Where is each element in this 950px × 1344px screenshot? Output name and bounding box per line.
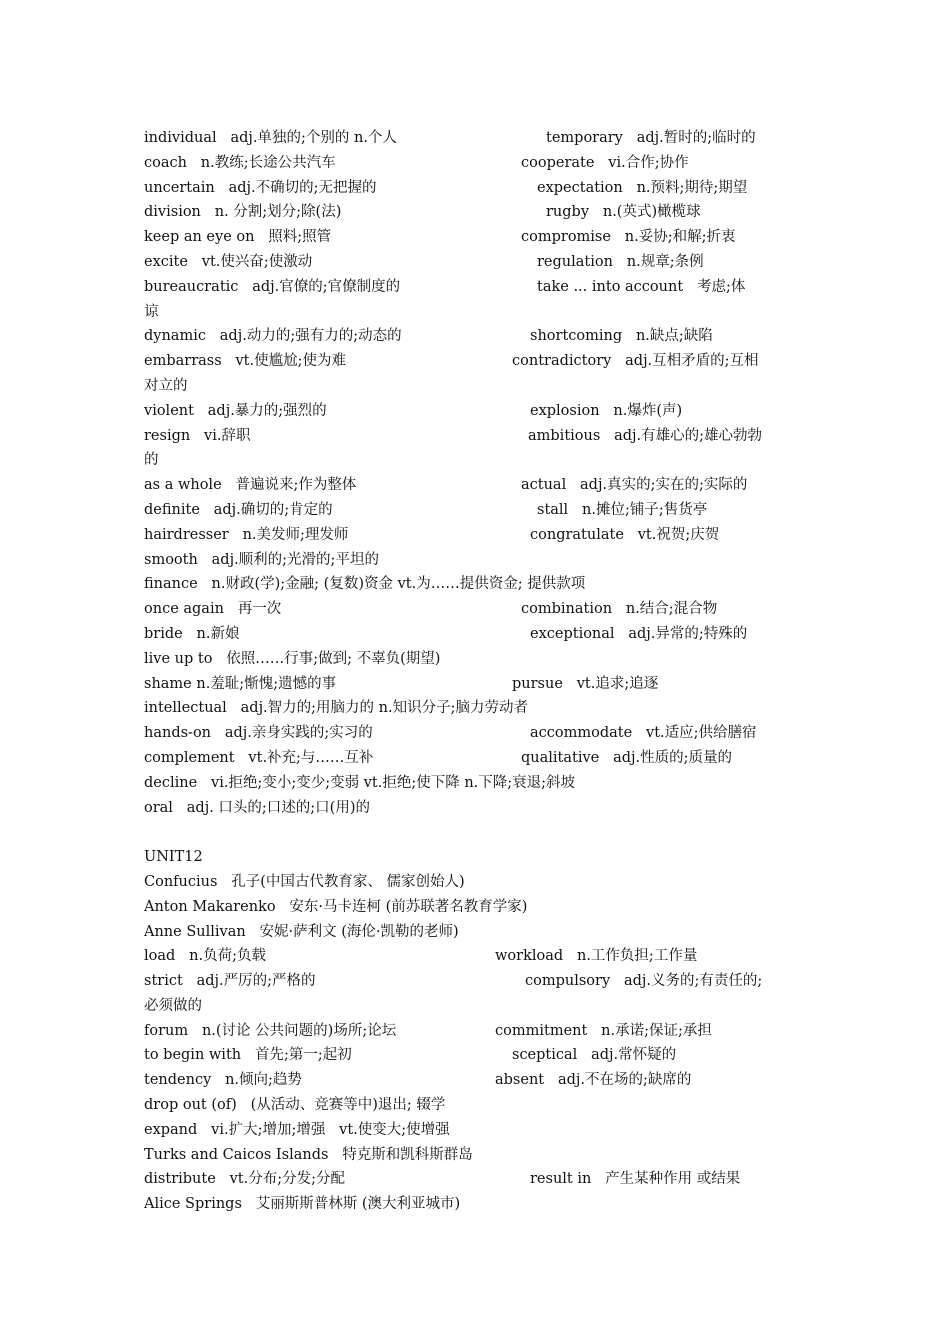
vocab-line: [144, 820, 824, 845]
vocab-line: [144, 126, 824, 151]
vocab-line: [144, 424, 824, 449]
vocab-entry-left: definite adj.确切的;肯定的: [144, 501, 333, 518]
vocab-entry-right: take ... into account 考虑;体: [537, 278, 746, 295]
vocab-line: [144, 374, 824, 399]
vocab-entry-left: oral adj. 口头的;口述的;口(用)的: [144, 799, 370, 816]
vocab-line: [144, 895, 824, 920]
vocab-entry-left: strict adj.严厉的;严格的: [144, 973, 316, 990]
vocab-entry-right: cooperate vi.合作;协作: [521, 154, 689, 171]
vocab-line: [144, 622, 824, 647]
vocab-entry-left: individual adj.单独的;个别的 n.个人: [144, 130, 397, 146]
vocab-line: [144, 771, 824, 796]
vocab-entry-left: keep an eye on 照料;照管: [144, 229, 332, 246]
vocab-entry-left: drop out (of) (从活动、竞赛等中)退出; 辍学: [144, 1097, 446, 1114]
vocab-entry-left: intellectual adj.智力的;用脑力的 n.知识分子;脑力劳动者: [144, 700, 528, 717]
vocab-line: [144, 250, 824, 275]
vocab-line: [144, 300, 824, 325]
vocab-line: [144, 672, 824, 697]
vocab-entry-right: accommodate vt.适应;供给膳宿: [530, 725, 757, 742]
vocab-entry-right: workload n.工作负担;工作量: [495, 948, 698, 965]
vocab-line: [144, 473, 824, 498]
vocab-line: [144, 696, 824, 721]
vocab-line: [144, 448, 824, 473]
vocab-entry-right: stall n.摊位;铺子;售货亭: [537, 501, 708, 518]
vocab-entry-left: to begin with 首先;第一;起初: [144, 1047, 352, 1064]
vocab-line: [144, 944, 824, 969]
vocab-entry-right: commitment n.承诺;保证;承担: [495, 1022, 712, 1039]
vocab-entry-left: bureaucratic adj.官僚的;官僚制度的: [144, 278, 401, 295]
vocab-entry-right: compulsory adj.义务的;有责任的;: [525, 973, 763, 990]
vocab-line: [144, 721, 824, 746]
vocab-entry-left: coach n.教练;长途公共汽车: [144, 154, 336, 171]
vocab-line: [144, 275, 824, 300]
vocab-entry-left: complement vt.补充;与……互补: [144, 749, 374, 766]
vocab-entry-right: contradictory adj.互相矛盾的;互相: [512, 353, 759, 370]
vocab-line: [144, 399, 824, 424]
vocab-entry-left: load n.负荷;负载: [144, 948, 266, 965]
vocab-entry-left: 必须做的: [144, 997, 202, 1014]
vocab-line: [144, 225, 824, 250]
vocab-line: [144, 151, 824, 176]
vocab-entry-right: absent adj.不在场的;缺席的: [495, 1072, 692, 1089]
vocab-entry-right: combination n.结合;混合物: [521, 601, 718, 618]
vocab-entry-left: dynamic adj.动力的;强有力的;动态的: [144, 328, 402, 345]
vocab-line: [144, 572, 824, 597]
vocab-entry-right: sceptical adj.常怀疑的: [512, 1047, 677, 1064]
vocab-line: [144, 1043, 824, 1068]
vocab-entry-left: 的: [144, 452, 159, 469]
vocab-entry-left: 对立的: [144, 377, 188, 394]
vocab-entry-right: rugby n.(英式)橄榄球: [546, 204, 701, 221]
vocab-entry-left: violent adj.暴力的;强烈的: [144, 402, 327, 419]
vocab-line: [144, 647, 824, 672]
unit-heading-line: [144, 845, 824, 870]
vocab-entry-left: 谅: [144, 303, 159, 320]
vocab-line: [144, 548, 824, 573]
vocab-entry-left: finance n.财政(学);金融; (复数)资金 vt.为……提供资金; 提供款项: [144, 576, 586, 593]
vocab-entry-right: compromise n.妥协;和解;折衷: [521, 229, 736, 246]
vocab-entry-left: division n. 分割;划分;除(法): [144, 204, 342, 221]
vocab-line: [144, 523, 824, 548]
vocab-line: [144, 597, 824, 622]
vocab-line: [144, 1143, 824, 1168]
vocab-entry-left: smooth adj.顺利的;光滑的;平坦的: [144, 551, 379, 568]
vocab-line: [144, 994, 824, 1019]
vocab-entry-right: expectation n.预料;期待;期望: [537, 179, 748, 196]
vocab-entry-right: congratulate vt.祝贺;庆贺: [530, 526, 720, 543]
vocab-entry-left: distribute vt.分布;分发;分配: [144, 1171, 346, 1188]
vocab-entry-left: Confucius 孔子(中国古代教育家、 儒家创始人): [144, 873, 465, 890]
vocab-line: [144, 1192, 824, 1217]
vocab-entry-left: bride n.新娘: [144, 625, 240, 642]
vocab-line: [144, 176, 824, 201]
vocab-entry-left: forum n.(讨论 公共问题的)场所;论坛: [144, 1022, 397, 1039]
vocab-entry-right: result in 产生某种作用 或结果: [530, 1171, 741, 1188]
vocab-entry-left: shame n.羞耻;惭愧;遗憾的事: [144, 675, 337, 692]
vocab-line: [144, 1068, 824, 1093]
vocab-entry-left: hands-on adj.亲身实践的;实习的: [144, 725, 373, 742]
vocabulary-list: [144, 126, 824, 1217]
vocab-entry-right: qualitative adj.性质的;质量的: [521, 749, 732, 766]
vocab-entry-right: regulation n.规章;条例: [537, 253, 704, 270]
vocab-line: [144, 324, 824, 349]
vocab-entry-right: explosion n.爆炸(声): [530, 402, 683, 419]
vocab-line: [144, 746, 824, 771]
vocab-line: [144, 1167, 824, 1192]
vocab-line: [144, 1093, 824, 1118]
vocab-entry-left: Turks and Caicos Islands 特克斯和凯科斯群岛: [144, 1146, 473, 1163]
vocab-line: [144, 796, 824, 821]
vocab-entry-right: temporary adj.暂时的;临时的: [546, 130, 756, 146]
vocab-entry-right: exceptional adj.异常的;特殊的: [530, 625, 748, 642]
vocab-entry-right: actual adj.真实的;实在的;实际的: [521, 477, 748, 494]
vocab-line: [144, 498, 824, 523]
vocab-entry-left: embarrass vt.使尴尬;使为难: [144, 353, 346, 370]
vocab-entry-right: ambitious adj.有雄心的;雄心勃勃: [528, 427, 763, 444]
vocab-entry-left: expand vi.扩大;增加;增强 vt.使变大;使增强: [144, 1121, 450, 1138]
vocabulary-page: [144, 126, 824, 1217]
vocab-entry-left: tendency n.倾向;趋势: [144, 1072, 302, 1089]
vocab-entry-left: Alice Springs 艾丽斯斯普林斯 (澳大利亚城市): [144, 1196, 461, 1213]
unit-heading: UNIT12: [144, 849, 203, 866]
vocab-entry-left: once again 再一次: [144, 601, 282, 618]
vocab-line: [144, 969, 824, 994]
vocab-entry-left: as a whole 普遍说来;作为整体: [144, 477, 357, 494]
vocab-entry-left: decline vi.拒绝;变小;变少;变弱 vt.拒绝;使下降 n.下降;衰退;斜坡: [144, 774, 576, 791]
vocab-entry-left: excite vt.使兴奋;使激动: [144, 253, 313, 270]
vocab-line: [144, 920, 824, 945]
vocab-line: [144, 870, 824, 895]
vocab-entry-left: hairdresser n.美发师;理发师: [144, 526, 349, 543]
vocab-entry-left: uncertain adj.不确切的;无把握的: [144, 179, 377, 196]
vocab-entry-left: resign vi.辞职: [144, 427, 251, 444]
vocab-entry-left: Anne Sullivan 安妮·萨利文 (海伦·凯勒的老师): [144, 923, 459, 940]
vocab-line: [144, 349, 824, 374]
vocab-entry-left: Anton Makarenko 安东·马卡连柯 (前苏联著名教育学家): [144, 898, 528, 915]
vocab-line: [144, 1118, 824, 1143]
vocab-entry-right: shortcoming n.缺点;缺陷: [530, 328, 713, 345]
vocab-entry-right: pursue vt.追求;追逐: [512, 675, 659, 692]
vocab-line: [144, 1019, 824, 1044]
vocab-entry-left: live up to 依照……行事;做到; 不辜负(期望): [144, 650, 441, 667]
vocab-line: [144, 200, 824, 225]
